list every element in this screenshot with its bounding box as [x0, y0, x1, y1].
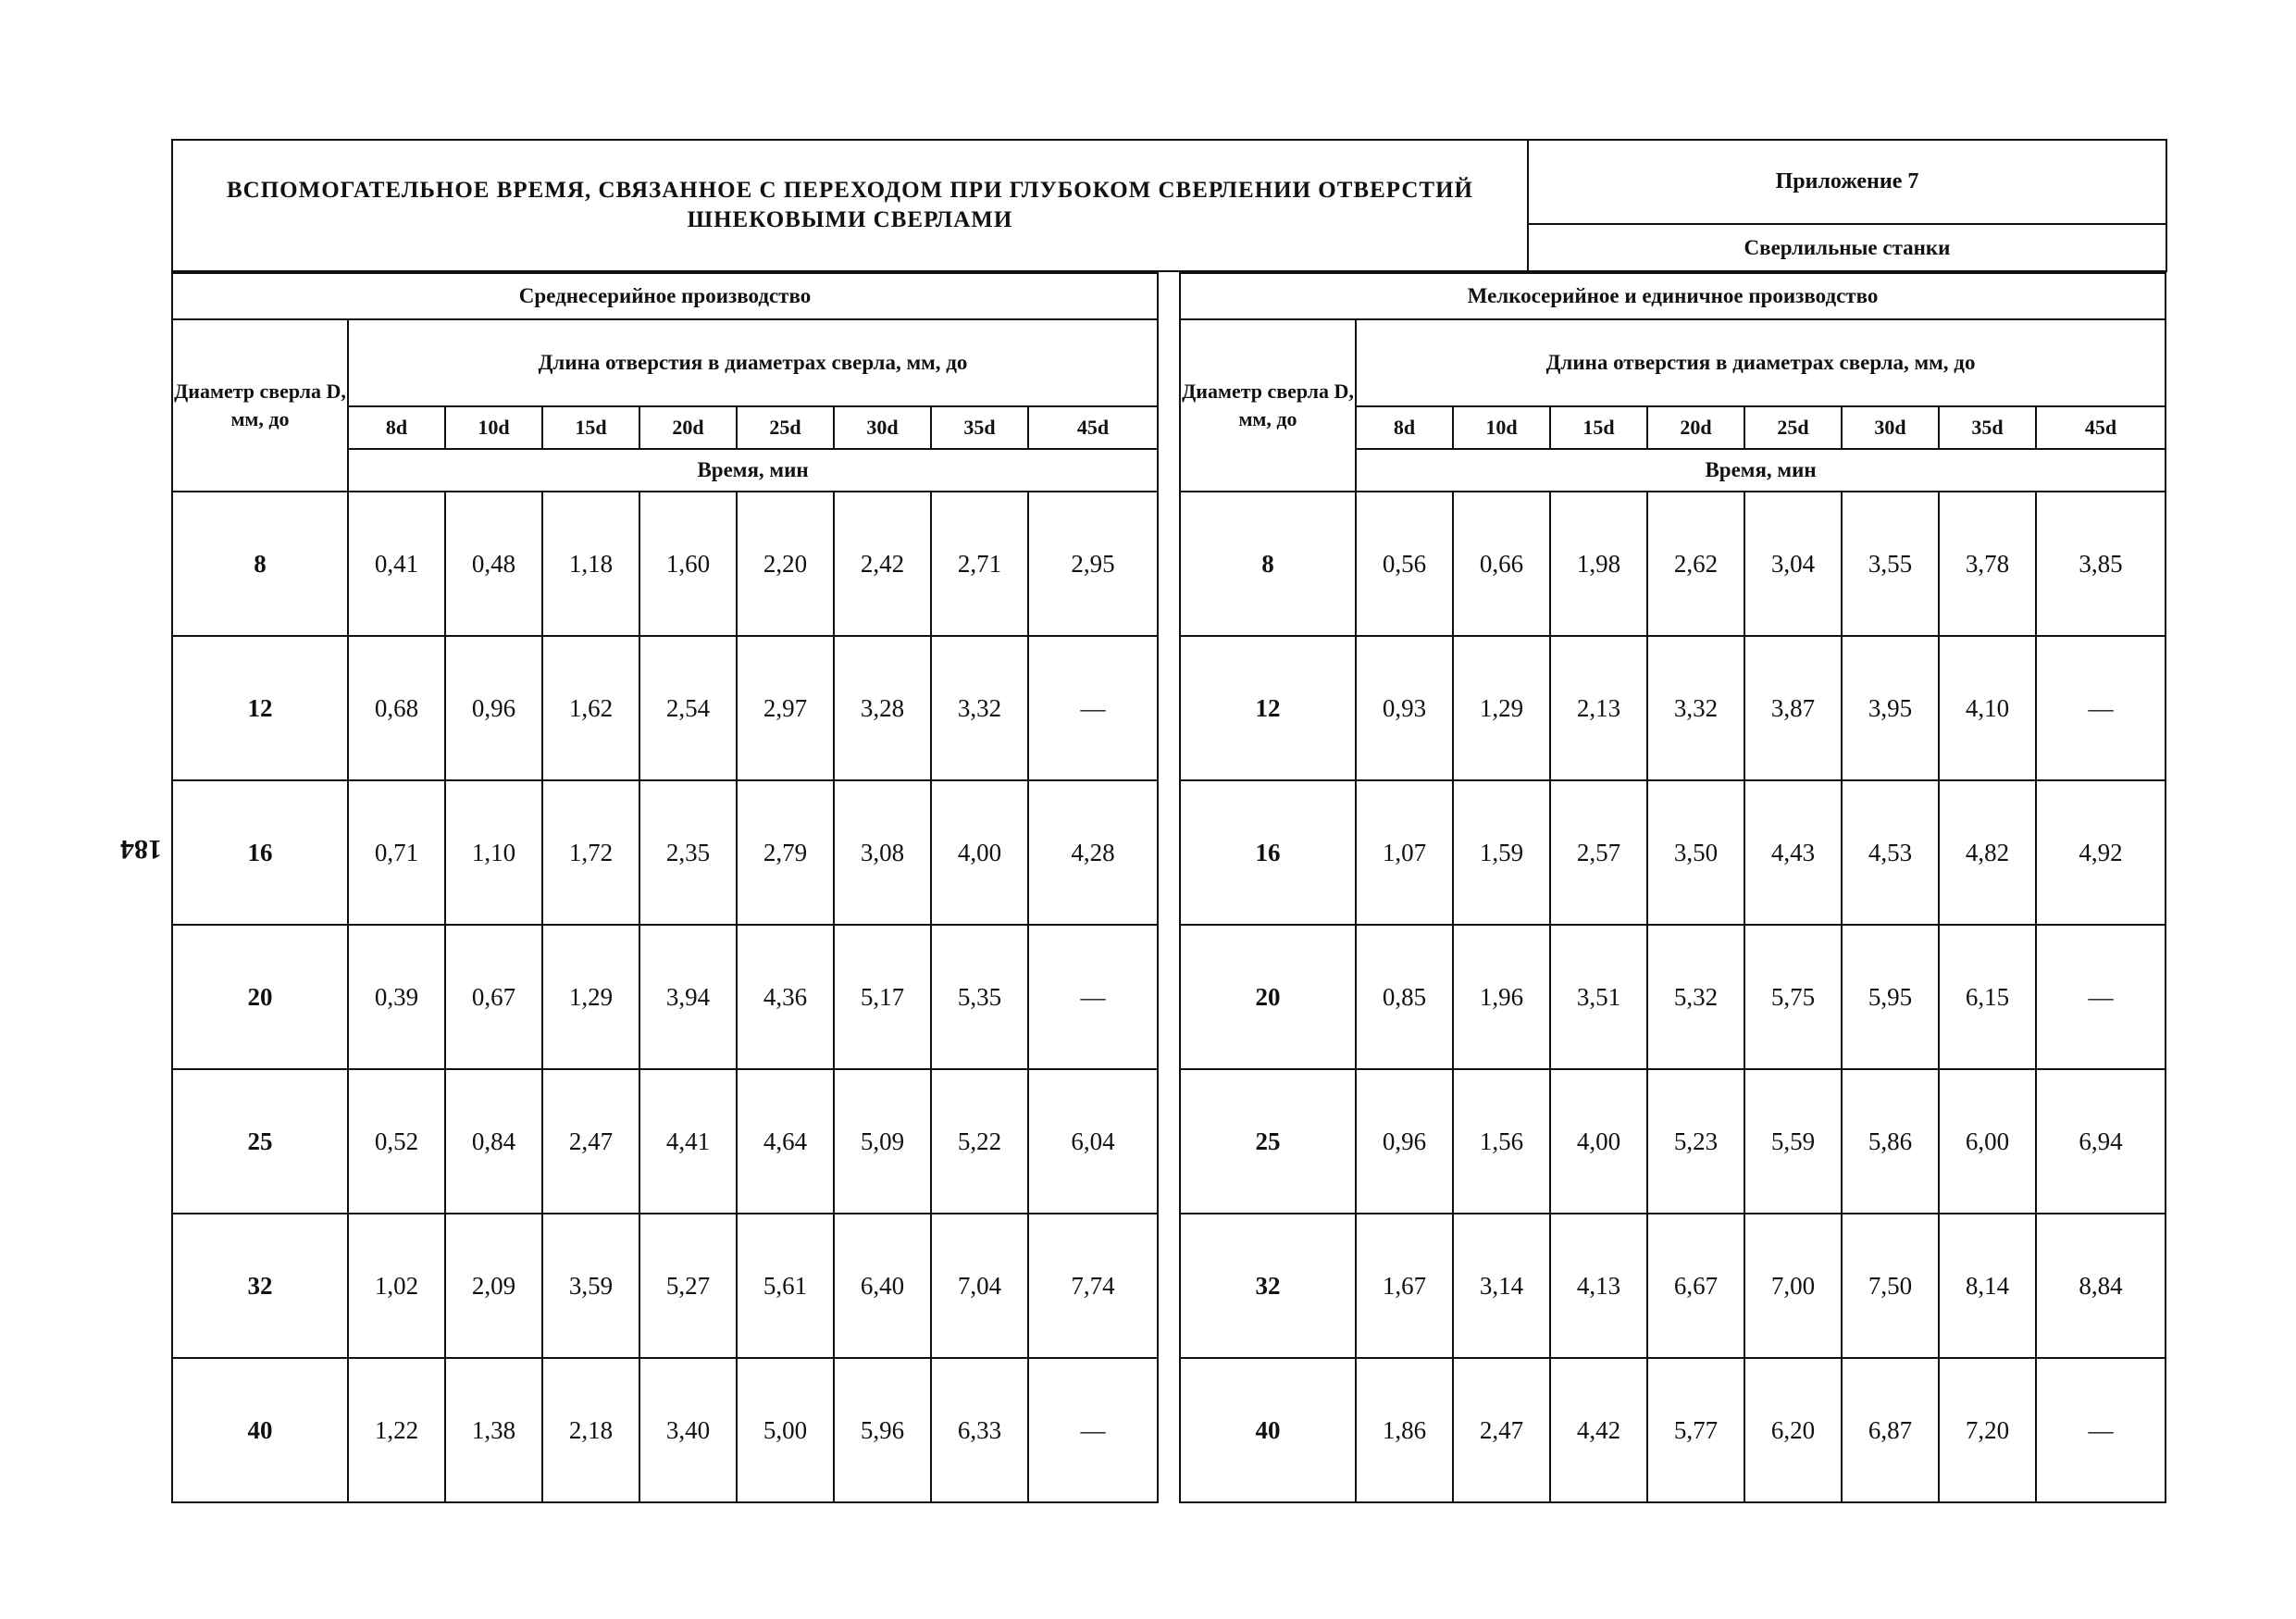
time-cell: 5,75 [1744, 925, 1842, 1069]
time-cell: — [1028, 925, 1158, 1069]
column-header: 25d [1744, 406, 1842, 449]
length-header: Длина отверстия в диаметрах сверла, мм, до [348, 319, 1158, 406]
column-header: 30d [1842, 406, 1939, 449]
appendix-label: Приложение 7 [1528, 140, 2166, 224]
diameter-cell: 32 [1180, 1214, 1356, 1358]
production-type-right: Мелкосерийное и единичное производство [1180, 273, 2166, 319]
time-cell: 3,04 [1744, 492, 1842, 636]
table-row [172, 1358, 1158, 1502]
table-row [172, 780, 1158, 925]
time-cell: — [1028, 636, 1158, 780]
diameter-cell: 40 [1180, 1358, 1356, 1502]
time-cell: 1,02 [348, 1214, 445, 1358]
time-cell: 0,66 [1453, 492, 1550, 636]
machine-type: Сверлильные станки [1528, 224, 2166, 271]
time-cell: 4,13 [1550, 1214, 1647, 1358]
time-cell: 1,98 [1550, 492, 1647, 636]
time-cell: 6,94 [2036, 1069, 2166, 1214]
diameter-cell: 32 [172, 1214, 348, 1358]
time-cell: 2,97 [737, 636, 834, 780]
time-cell: 5,35 [931, 925, 1028, 1069]
diameter-cell: 20 [172, 925, 348, 1069]
column-header: 35d [931, 406, 1028, 449]
column-header: 45d [2036, 406, 2166, 449]
time-cell: 5,23 [1647, 1069, 1744, 1214]
time-cell: 5,32 [1647, 925, 1744, 1069]
column-header: 8d [1356, 406, 1453, 449]
length-header: Длина отверстия в диаметрах сверла, мм, до [1356, 319, 2166, 406]
column-header: 20d [1647, 406, 1744, 449]
time-cell: 1,59 [1453, 780, 1550, 925]
time-cell: 5,09 [834, 1069, 931, 1214]
diameter-cell: 12 [172, 636, 348, 780]
time-cell: 3,32 [931, 636, 1028, 780]
time-cell: 5,95 [1842, 925, 1939, 1069]
time-cell: 1,29 [542, 925, 639, 1069]
time-cell: — [2036, 1358, 2166, 1502]
page-number: 184 [120, 834, 162, 865]
time-cell: 2,54 [639, 636, 737, 780]
time-cell: 2,42 [834, 492, 931, 636]
table-row [172, 1214, 1158, 1358]
time-cell: 3,95 [1842, 636, 1939, 780]
time-cell: 4,41 [639, 1069, 737, 1214]
time-cell: 6,67 [1647, 1214, 1744, 1358]
time-cell: 4,36 [737, 925, 834, 1069]
column-header: 15d [1550, 406, 1647, 449]
time-cell: 1,72 [542, 780, 639, 925]
time-cell: 2,79 [737, 780, 834, 925]
diameter-cell: 16 [1180, 780, 1356, 925]
time-cell: 2,95 [1028, 492, 1158, 636]
time-cell: 1,96 [1453, 925, 1550, 1069]
table-row [1180, 1069, 2166, 1214]
time-cell: 5,77 [1647, 1358, 1744, 1502]
time-cell: 3,50 [1647, 780, 1744, 925]
column-header: 45d [1028, 406, 1158, 449]
time-cell: 2,35 [639, 780, 737, 925]
time-cell: 2,18 [542, 1358, 639, 1502]
time-cell: 5,17 [834, 925, 931, 1069]
table-row [1180, 780, 2166, 925]
time-cell: 6,33 [931, 1358, 1028, 1502]
time-header: Время, мин [348, 449, 1158, 492]
time-cell: 0,67 [445, 925, 542, 1069]
time-cell: 4,64 [737, 1069, 834, 1214]
column-header: 10d [1453, 406, 1550, 449]
column-header: 25d [737, 406, 834, 449]
time-cell: 4,10 [1939, 636, 2036, 780]
table-row [1180, 1214, 2166, 1358]
table-row [172, 925, 1158, 1069]
time-cell: 5,22 [931, 1069, 1028, 1214]
time-cell: 1,56 [1453, 1069, 1550, 1214]
time-header: Время, мин [1356, 449, 2166, 492]
time-cell: 7,50 [1842, 1214, 1939, 1358]
small-series-table [1179, 272, 2166, 1503]
column-header: 35d [1939, 406, 2036, 449]
time-cell: 4,28 [1028, 780, 1158, 925]
time-cell: 8,14 [1939, 1214, 2036, 1358]
time-cell: 6,20 [1744, 1358, 1842, 1502]
diameter-cell: 20 [1180, 925, 1356, 1069]
time-cell: — [1028, 1358, 1158, 1502]
document-title: ВСПОМОГАТЕЛЬНОЕ ВРЕМЯ, СВЯЗАННОЕ С ПЕРЕХОДОМ ПРИ ГЛУБОКОМ СВЕРЛЕНИИ ОТВЕРСТИЙ ШНЕКОВЫМИ СВЕРЛАМИ [172, 140, 1528, 271]
time-cell: 6,04 [1028, 1069, 1158, 1214]
time-cell: 2,47 [1453, 1358, 1550, 1502]
time-cell: 2,71 [931, 492, 1028, 636]
time-cell: 7,20 [1939, 1358, 2036, 1502]
diameter-cell: 8 [172, 492, 348, 636]
column-header: 8d [348, 406, 445, 449]
diameter-cell: 40 [172, 1358, 348, 1502]
tables-container [171, 272, 2166, 1503]
table-row [1180, 925, 2166, 1069]
time-cell: 3,85 [2036, 492, 2166, 636]
time-cell: 5,61 [737, 1214, 834, 1358]
time-cell: 2,47 [542, 1069, 639, 1214]
time-cell: 1,62 [542, 636, 639, 780]
document-sheet [171, 139, 2166, 1503]
time-cell: 0,56 [1356, 492, 1453, 636]
time-cell: 0,41 [348, 492, 445, 636]
time-cell: 4,00 [1550, 1069, 1647, 1214]
time-cell: 5,59 [1744, 1069, 1842, 1214]
time-cell: 1,22 [348, 1358, 445, 1502]
time-cell: 0,93 [1356, 636, 1453, 780]
time-cell: 0,71 [348, 780, 445, 925]
time-cell: 6,87 [1842, 1358, 1939, 1502]
time-cell: 3,51 [1550, 925, 1647, 1069]
table-row [172, 636, 1158, 780]
time-cell: 6,40 [834, 1214, 931, 1358]
time-cell: — [2036, 925, 2166, 1069]
column-header: 10d [445, 406, 542, 449]
time-cell: 0,96 [445, 636, 542, 780]
column-header: 30d [834, 406, 931, 449]
production-type-left: Среднесерийное производство [172, 273, 1158, 319]
column-header: 15d [542, 406, 639, 449]
diameter-header: Диаметр сверла D, мм, до [172, 319, 348, 492]
time-cell: 0,85 [1356, 925, 1453, 1069]
diameter-cell: 8 [1180, 492, 1356, 636]
diameter-cell: 12 [1180, 636, 1356, 780]
time-cell: 2,62 [1647, 492, 1744, 636]
table-row [1180, 492, 2166, 636]
table-row [1180, 636, 2166, 780]
column-header: 20d [639, 406, 737, 449]
time-cell: 1,29 [1453, 636, 1550, 780]
left-panel [171, 272, 1157, 1503]
time-cell: 1,18 [542, 492, 639, 636]
time-cell: 3,40 [639, 1358, 737, 1502]
medium-series-table [171, 272, 1159, 1503]
diameter-header: Диаметр сверла D, мм, до [1180, 319, 1356, 492]
table-row [1180, 1358, 2166, 1502]
time-cell: 2,20 [737, 492, 834, 636]
time-cell: 3,87 [1744, 636, 1842, 780]
table-row [172, 492, 1158, 636]
time-cell: 1,60 [639, 492, 737, 636]
time-cell: 2,57 [1550, 780, 1647, 925]
time-cell: 0,84 [445, 1069, 542, 1214]
time-cell: 3,55 [1842, 492, 1939, 636]
time-cell: 3,78 [1939, 492, 2036, 636]
time-cell: 7,00 [1744, 1214, 1842, 1358]
time-cell: 5,27 [639, 1214, 737, 1358]
time-cell: 4,92 [2036, 780, 2166, 925]
time-cell: 4,43 [1744, 780, 1842, 925]
diameter-cell: 25 [1180, 1069, 1356, 1214]
table-row [172, 1069, 1158, 1214]
time-cell: 8,84 [2036, 1214, 2166, 1358]
time-cell: 3,28 [834, 636, 931, 780]
time-cell: 5,00 [737, 1358, 834, 1502]
time-cell: 4,42 [1550, 1358, 1647, 1502]
time-cell: 0,68 [348, 636, 445, 780]
time-cell: 5,86 [1842, 1069, 1939, 1214]
time-cell: 3,94 [639, 925, 737, 1069]
time-cell: 2,13 [1550, 636, 1647, 780]
time-cell: 0,52 [348, 1069, 445, 1214]
time-cell: 5,96 [834, 1358, 931, 1502]
time-cell: 4,82 [1939, 780, 2036, 925]
time-cell: 1,86 [1356, 1358, 1453, 1502]
right-panel [1179, 272, 2165, 1503]
time-cell: 0,96 [1356, 1069, 1453, 1214]
time-cell: 6,00 [1939, 1069, 2036, 1214]
time-cell: 3,32 [1647, 636, 1744, 780]
time-cell: 1,38 [445, 1358, 542, 1502]
time-cell: 0,48 [445, 492, 542, 636]
time-cell: 1,07 [1356, 780, 1453, 925]
time-cell: 7,74 [1028, 1214, 1158, 1358]
header-table [171, 139, 2167, 272]
time-cell: 2,09 [445, 1214, 542, 1358]
time-cell: 4,53 [1842, 780, 1939, 925]
time-cell: 1,10 [445, 780, 542, 925]
time-cell: 7,04 [931, 1214, 1028, 1358]
time-cell: 3,59 [542, 1214, 639, 1358]
diameter-cell: 16 [172, 780, 348, 925]
time-cell: — [2036, 636, 2166, 780]
time-cell: 1,67 [1356, 1214, 1453, 1358]
time-cell: 6,15 [1939, 925, 2036, 1069]
time-cell: 3,08 [834, 780, 931, 925]
time-cell: 3,14 [1453, 1214, 1550, 1358]
time-cell: 0,39 [348, 925, 445, 1069]
time-cell: 4,00 [931, 780, 1028, 925]
diameter-cell: 25 [172, 1069, 348, 1214]
